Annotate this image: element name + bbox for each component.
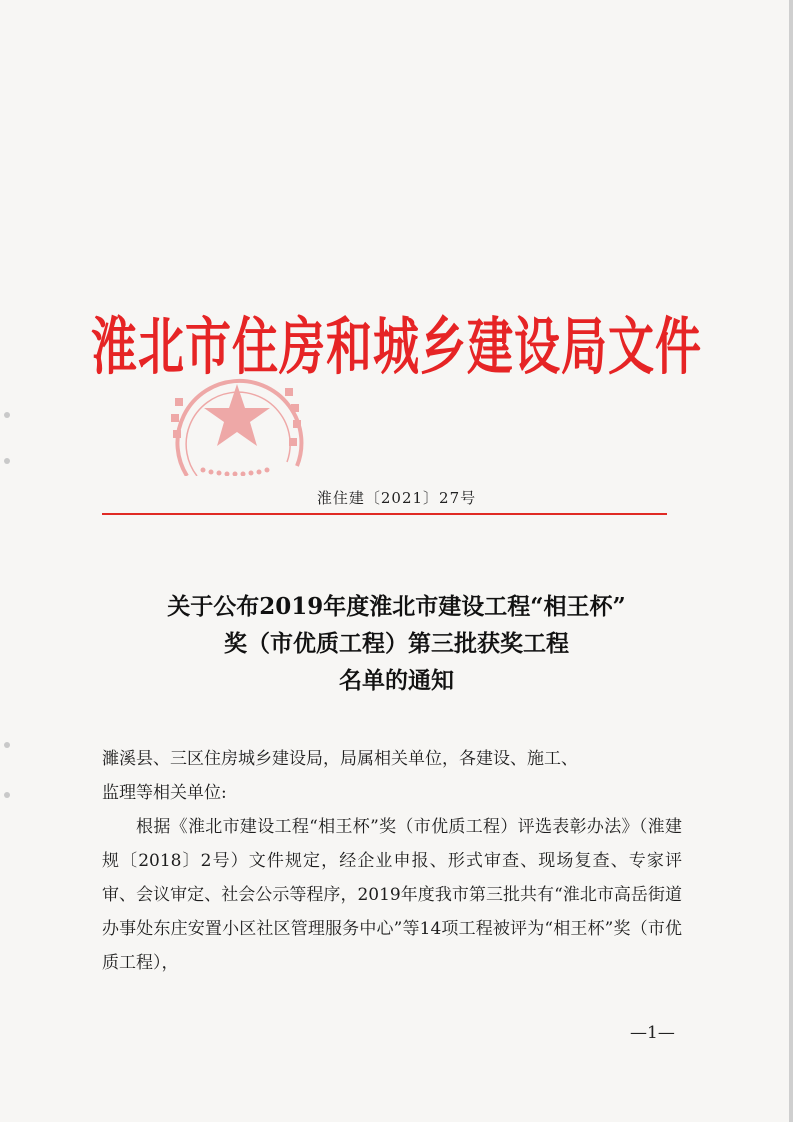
- official-seal-icon: [147, 358, 323, 476]
- page-number: —1—: [630, 1023, 675, 1043]
- addressee-line: 监理等相关单位:: [102, 783, 227, 803]
- issuer-header: 淮北市住房和城乡建设局文件: [91, 310, 702, 384]
- red-divider-rule: [102, 513, 667, 515]
- document-number: 淮住建〔2021〕27号: [316, 489, 477, 507]
- notice-title-line: 名单的通知: [339, 667, 454, 694]
- addressee-line: 濉溪县、三区住房城乡建设局，局属相关单位，各建设、施工、: [102, 749, 578, 769]
- binding-hole-mark: [4, 412, 10, 418]
- notice-title-line: 关于公布2019年度淮北市建设工程“相王杯”: [167, 593, 626, 620]
- notice-title: [0, 588, 793, 699]
- binding-hole-mark: [4, 742, 10, 748]
- notice-title-line: 奖（市优质工程）第三批获奖工程: [224, 630, 569, 657]
- scan-edge: [789, 0, 793, 1122]
- body-paragraph: 根据《淮北市建设工程“相王杯”奖（市优质工程）评选表彰办法》（淮建规〔2018〕2号）文件规定，经企业申报、形式审查、现场复查、专家评审、会议审定、社会公示等程序，2019年度我市第三批共有“淮北市高岳街道办事处东庄安置小区社区管理服务中心”等14项工程被评为“相王杯”奖（市优质工程），: [102, 817, 682, 973]
- binding-hole-mark: [4, 792, 10, 798]
- notice-body: [102, 742, 682, 980]
- binding-hole-mark: [4, 458, 10, 464]
